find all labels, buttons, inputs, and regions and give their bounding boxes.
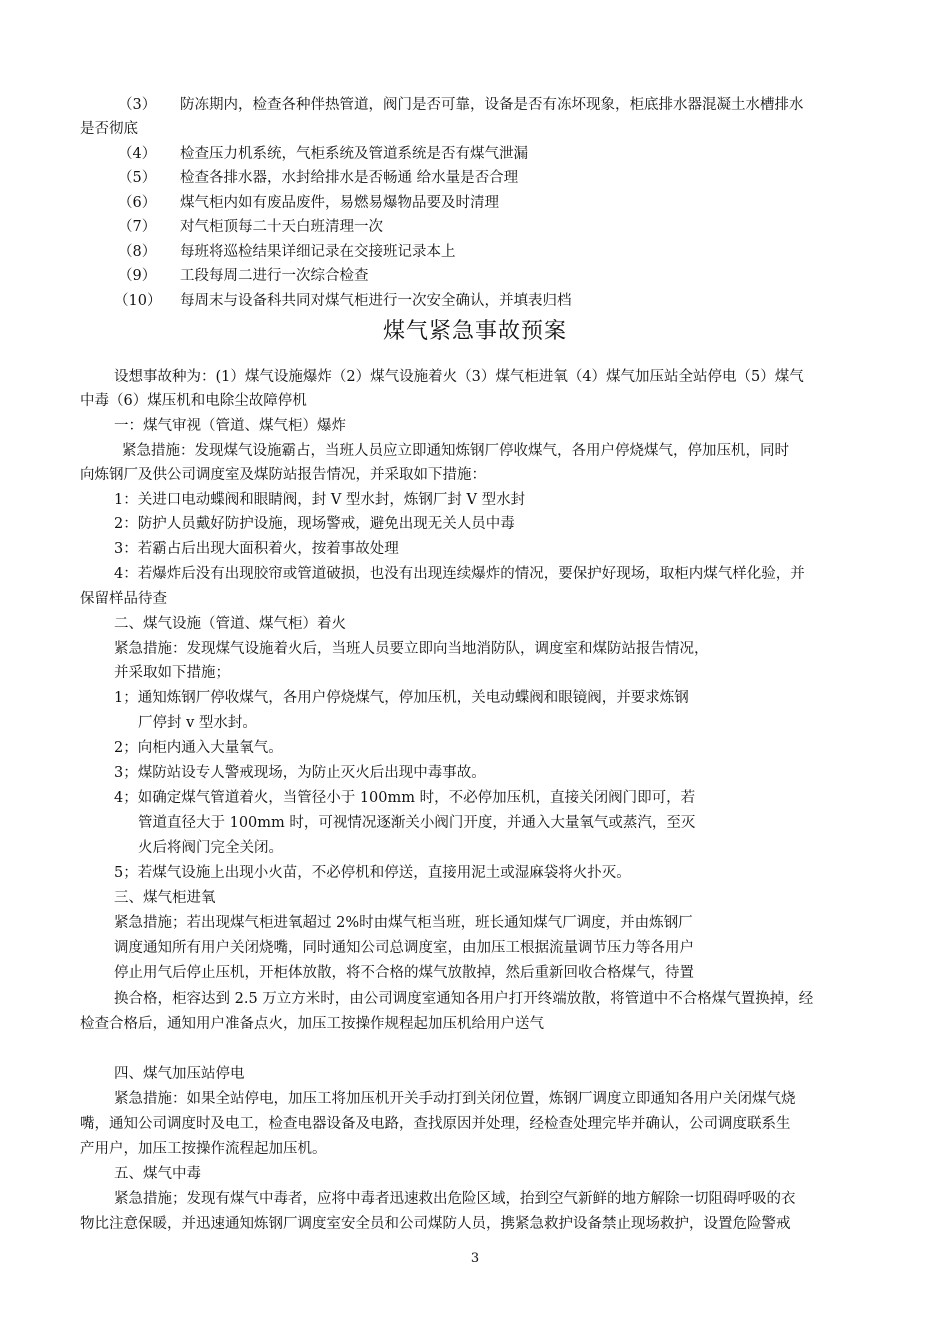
item-number: （7） <box>118 219 157 235</box>
item-number: （5） <box>118 170 157 186</box>
item-number: （3） <box>118 97 157 113</box>
item-text: 每周末与设备科共同对煤气柜进行一次安全确认，并填表归档 <box>180 293 572 309</box>
item-text: 煤气柜内如有废品废件，易燃易爆物品要及时清理 <box>180 195 499 211</box>
page-number: 3 <box>470 1251 480 1266</box>
item-text: 检查各排水器，水封给排水是否畅通 给水量是否合理 <box>180 170 519 186</box>
section-title: 煤气紧急事故预案 <box>382 319 567 344</box>
item-number: （6） <box>118 195 157 211</box>
item-text: 检查压力机系统，气柜系统及管道系统是否有煤气泄漏 <box>180 146 528 162</box>
document-page: （3） 防冻期内，检查各种伴热管道，阀门是否可靠，设备是否有冻坏现象，柜底排水器混凝土水槽排水 是否彻底 （4） 检查压力机系统，气柜系统及管道系统是否有煤气泄漏 （5） 检查各排水器，水封给排水是否畅通 给水量是否合理 （6） 煤气柜内如有废品废件，易燃易爆物品要及时清理 （7） 对气柜顶每二十天白班清理一次 （8） 每班将巡检结果详细记录在交接班记录本上 （9） 工段每周二进行一次综合检查 （10） 每周末与设备科共同对煤气柜进行一次安全确认，并填表归档 煤气紧急事故预案 设想事故种为：(1）煤气设施爆炸（2）煤气设施着火（3）煤气柜进氧（4）煤气加压站全站停电（5）煤气 中毒（6）煤压机和电除尘故障停机 一：煤气审视（管道、煤气柜）爆炸 紧急措施：发现煤气设施霸占，当班人员应立即通知炼钢厂停收煤气，各用户停烧煤气，停加压机，同时 向炼钢厂及供公司调度室及煤防站报告情况，并采取如下措施： 1：关进口电动蝶阀和眼睛阀，封 V 型水封，炼钢厂封 V 型水封 2：防护人员戴好防护设施，现场警戒，避免出现无关人员中毒 3：若霸占后出现大面积着火，按着事故处理 4：若爆炸后没有出现胶帘或管道破损，也没有出现连续爆炸的情况，要保护好现场，取柜内煤气样化验，并 保留样品待查 二、煤气设施（管道、煤气柜）着火 紧急措施：发现煤气设施着火后，当班人员要立即向当地消防队，调度室和煤防站报告情况， 并采取如下措施； 1；通知炼钢厂停收煤气，各用户停烧煤气，停加压机，关电动蝶阀和眼镜阀，并要求炼钢 厂停封 v 型水封。 2；向柜内通入大量氧气。 3；煤防站设专人警戒现场，为防止灭火后出现中毒事故。 4；如确定煤气管道着火，当管径小于 100mm 时，不必停加压机，直接关闭阀门即可，若 管道直径大于 100mm 时，可视情况逐渐关小阀门开度，并通入大量氧气或蒸汽，至灭 火后将阀门完全关闭。 5；若煤气设施上出现小火苗，不必停机和停送，直接用泥土或湿麻袋将火扑灭。 三、煤气柜进氧 紧急措施；若出现煤气柜进氧超过 2%时由煤气柜当班，班长通知煤气厂调度，并由炼钢厂 调度通知所有用户关闭烧嘴，同时通知公司总调度室，由加压工根据流量调节压力等各用户 停止用气后停止压机，开柜体放散，将不合格的煤气放散掉，然后重新回收合格煤气，待置 换合格，柜容达到 2.5 万立方米时，由公司调度室通知各用户打开终端放散，将管道中不合格煤气置换掉，经 检查合格后，通知用户准备点火，加压工按操作规程起加压机给用户送气 四、煤气加压站停电 紧急措施：如果全站停电，加压工将加压机开关手动打到关闭位置，炼钢厂调度立即通知各用户关闭煤气烧 嘴，通知公司调度时及电工，检查电器设备及电路，查找原因并处理，经检查处理完毕并确认，公司调度联系生 产用户，加压工按操作流程起加压机。 五、煤气中毒 紧急措施；发现有煤气中毒者，应将中毒者迅速救出危险区域，抬到空气新鲜的地方解除一切阻碍呼吸的衣 物比注意保暖，并迅速通知炼钢厂调度室安全员和公司煤防人员，携紧急救护设备禁止现场救护，设置危险警戒 3 <box>0 0 950 1344</box>
item-number: （4） <box>118 146 157 162</box>
item-text: 防冻期内，检查各种伴热管道，阀门是否可靠，设备是否有冻坏现象，柜底排水器混凝土水槽排水 <box>180 97 804 113</box>
item-number: （9） <box>118 268 157 284</box>
item-number: （8） <box>118 244 157 260</box>
item-text: 工段每周二进行一次综合检查 <box>180 268 369 284</box>
item-text: 对气柜顶每二十天白班清理一次 <box>180 219 383 235</box>
item-text: 是否彻底 <box>80 121 138 137</box>
item-text: 每班将巡检结果详细记录在交接班记录本上 <box>180 244 456 260</box>
item-number: （10） <box>114 293 162 309</box>
